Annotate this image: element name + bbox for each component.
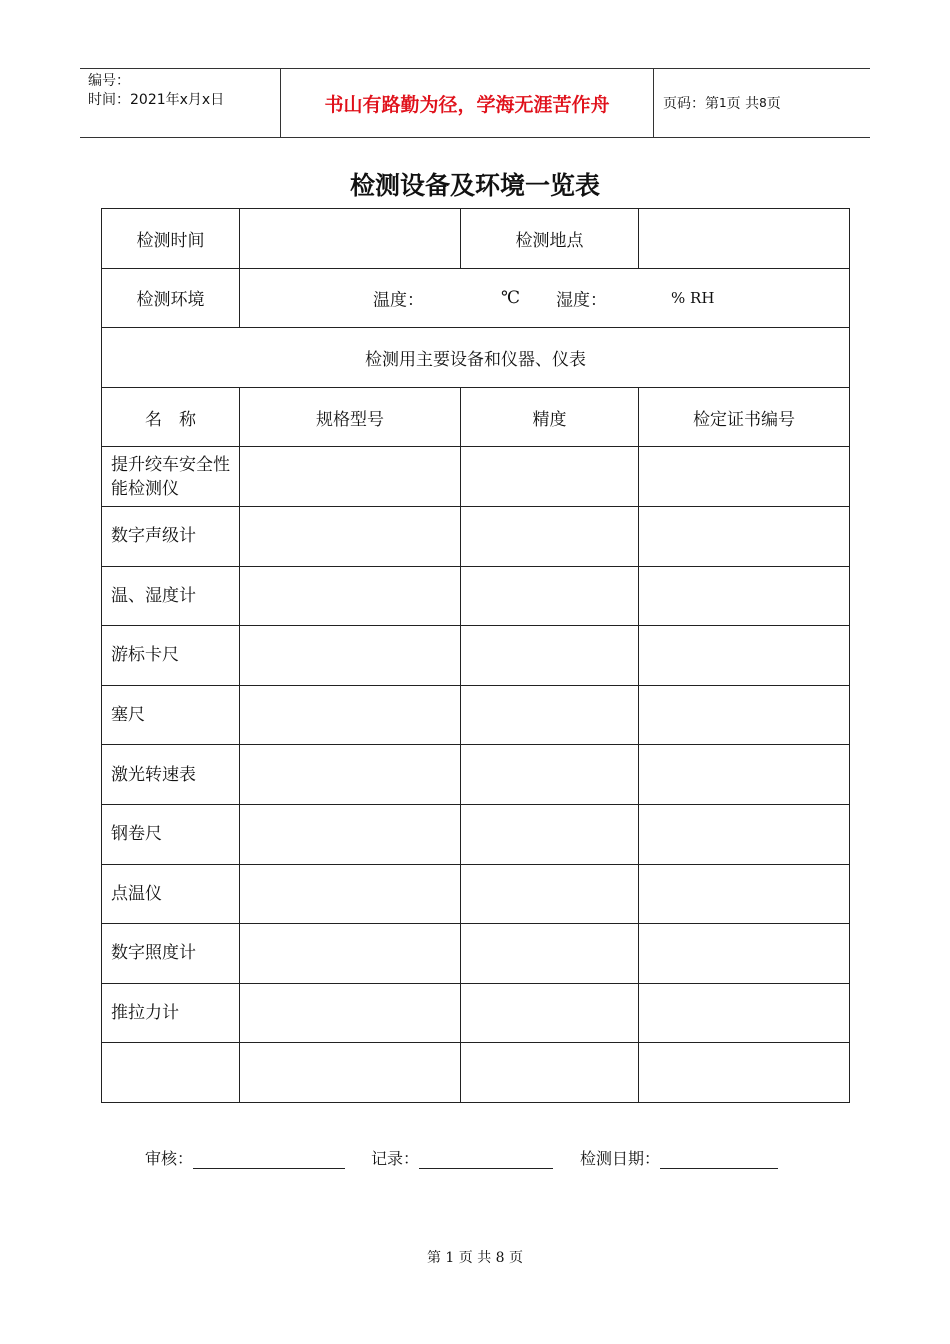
review-signature bbox=[145, 1146, 345, 1169]
precision-cell[interactable] bbox=[461, 447, 639, 507]
record-signature bbox=[371, 1146, 553, 1169]
table-row bbox=[102, 983, 850, 1043]
equipment-name-cell: 钢卷尺 bbox=[102, 804, 240, 864]
certificate-cell[interactable] bbox=[639, 685, 850, 745]
time-value-cell[interactable] bbox=[240, 209, 461, 269]
precision-cell[interactable] bbox=[461, 745, 639, 805]
review-line[interactable] bbox=[193, 1150, 345, 1169]
row-environment bbox=[102, 268, 850, 328]
section-title-cell: 检测用主要设备和仪器、仪表 bbox=[102, 328, 850, 388]
table-row bbox=[102, 1043, 850, 1103]
model-cell[interactable] bbox=[240, 745, 461, 805]
model-cell[interactable] bbox=[240, 864, 461, 924]
certificate-cell[interactable] bbox=[639, 447, 850, 507]
header-meta bbox=[80, 69, 281, 137]
equipment-name-cell: 塞尺 bbox=[102, 685, 240, 745]
table-row bbox=[102, 924, 850, 984]
time-label-cell: 检测时间 bbox=[102, 209, 240, 269]
certificate-cell[interactable] bbox=[639, 1043, 850, 1103]
equipment-table bbox=[101, 208, 850, 1103]
model-cell[interactable] bbox=[240, 447, 461, 507]
model-cell[interactable] bbox=[240, 1043, 461, 1103]
equipment-name-cell: 点温仪 bbox=[102, 864, 240, 924]
precision-cell[interactable] bbox=[461, 506, 639, 566]
temp-label: 温度： bbox=[373, 290, 424, 311]
page-footer: 第 1 页 共 8 页 bbox=[426, 1250, 524, 1266]
env-label-cell: 检测环境 bbox=[102, 268, 240, 328]
date-line[interactable] bbox=[660, 1150, 778, 1169]
certificate-cell[interactable] bbox=[639, 864, 850, 924]
page-total: 8 bbox=[759, 96, 767, 110]
page-mid: 页 共 bbox=[726, 96, 760, 112]
model-cell[interactable] bbox=[240, 506, 461, 566]
model-cell[interactable] bbox=[240, 804, 461, 864]
equipment-name-cell: 激光转速表 bbox=[102, 745, 240, 805]
header-page-info bbox=[653, 69, 870, 137]
place-label-cell: 检测地点 bbox=[461, 209, 639, 269]
humidity-unit: % RH bbox=[671, 288, 715, 307]
equipment-rows bbox=[102, 447, 850, 1103]
precision-cell[interactable] bbox=[461, 924, 639, 984]
equipment-name-cell bbox=[102, 1043, 240, 1103]
row-column-headers bbox=[102, 387, 850, 447]
table-row bbox=[102, 447, 850, 507]
page-title: 检测设备及环境一览表 bbox=[349, 171, 600, 200]
col-header-model: 规格型号 bbox=[240, 387, 461, 447]
certificate-cell[interactable] bbox=[639, 924, 850, 984]
table-row bbox=[102, 685, 850, 745]
precision-cell[interactable] bbox=[461, 566, 639, 626]
table-row bbox=[102, 626, 850, 686]
page-header bbox=[80, 68, 870, 138]
certificate-cell[interactable] bbox=[639, 983, 850, 1043]
precision-cell[interactable] bbox=[461, 1043, 639, 1103]
equipment-name-cell: 数字声级计 bbox=[102, 506, 240, 566]
row-section-title bbox=[102, 328, 850, 388]
model-cell[interactable] bbox=[240, 626, 461, 686]
record-label: 记录： bbox=[371, 1149, 420, 1168]
equipment-name-cell: 推拉力计 bbox=[102, 983, 240, 1043]
header-motto: 书山有路勤为径，学海无涯苦作舟 bbox=[281, 69, 654, 137]
model-cell[interactable] bbox=[240, 685, 461, 745]
table-row bbox=[102, 745, 850, 805]
table-row bbox=[102, 566, 850, 626]
equipment-name-cell: 数字照度计 bbox=[102, 924, 240, 984]
humidity-label: 湿度： bbox=[556, 290, 607, 311]
time-label: 时间：2021年x月x日 bbox=[88, 92, 225, 108]
col-header-precision: 精度 bbox=[461, 387, 639, 447]
env-value-cell[interactable] bbox=[240, 268, 850, 328]
precision-cell[interactable] bbox=[461, 804, 639, 864]
model-cell[interactable] bbox=[240, 924, 461, 984]
model-cell[interactable] bbox=[240, 566, 461, 626]
number-label: 编号： bbox=[88, 73, 130, 89]
page-suffix: 页 bbox=[766, 96, 781, 112]
precision-cell[interactable] bbox=[461, 983, 639, 1043]
row-time-place bbox=[102, 209, 850, 269]
certificate-cell[interactable] bbox=[639, 804, 850, 864]
page-prefix: 页码：第 bbox=[663, 96, 719, 112]
page-current: 1 bbox=[719, 96, 727, 110]
certificate-cell[interactable] bbox=[639, 506, 850, 566]
temp-unit: ℃ bbox=[501, 287, 521, 308]
place-value-cell[interactable] bbox=[639, 209, 850, 269]
col-header-name: 名 称 bbox=[102, 387, 240, 447]
precision-cell[interactable] bbox=[461, 626, 639, 686]
certificate-cell[interactable] bbox=[639, 566, 850, 626]
col-header-certificate: 检定证书编号 bbox=[639, 387, 850, 447]
precision-cell[interactable] bbox=[461, 685, 639, 745]
date-signature bbox=[580, 1146, 778, 1169]
table-row bbox=[102, 506, 850, 566]
model-cell[interactable] bbox=[240, 983, 461, 1043]
certificate-cell[interactable] bbox=[639, 626, 850, 686]
review-label: 审核： bbox=[145, 1149, 194, 1168]
certificate-cell[interactable] bbox=[639, 745, 850, 805]
table-row bbox=[102, 864, 850, 924]
equipment-name-cell: 游标卡尺 bbox=[102, 626, 240, 686]
equipment-name-cell: 温、湿度计 bbox=[102, 566, 240, 626]
equipment-name-cell: 提升绞车安全性能检测仪 bbox=[102, 447, 240, 507]
record-line[interactable] bbox=[419, 1150, 553, 1169]
date-label: 检测日期： bbox=[580, 1149, 661, 1168]
precision-cell[interactable] bbox=[461, 864, 639, 924]
table-row bbox=[102, 804, 850, 864]
